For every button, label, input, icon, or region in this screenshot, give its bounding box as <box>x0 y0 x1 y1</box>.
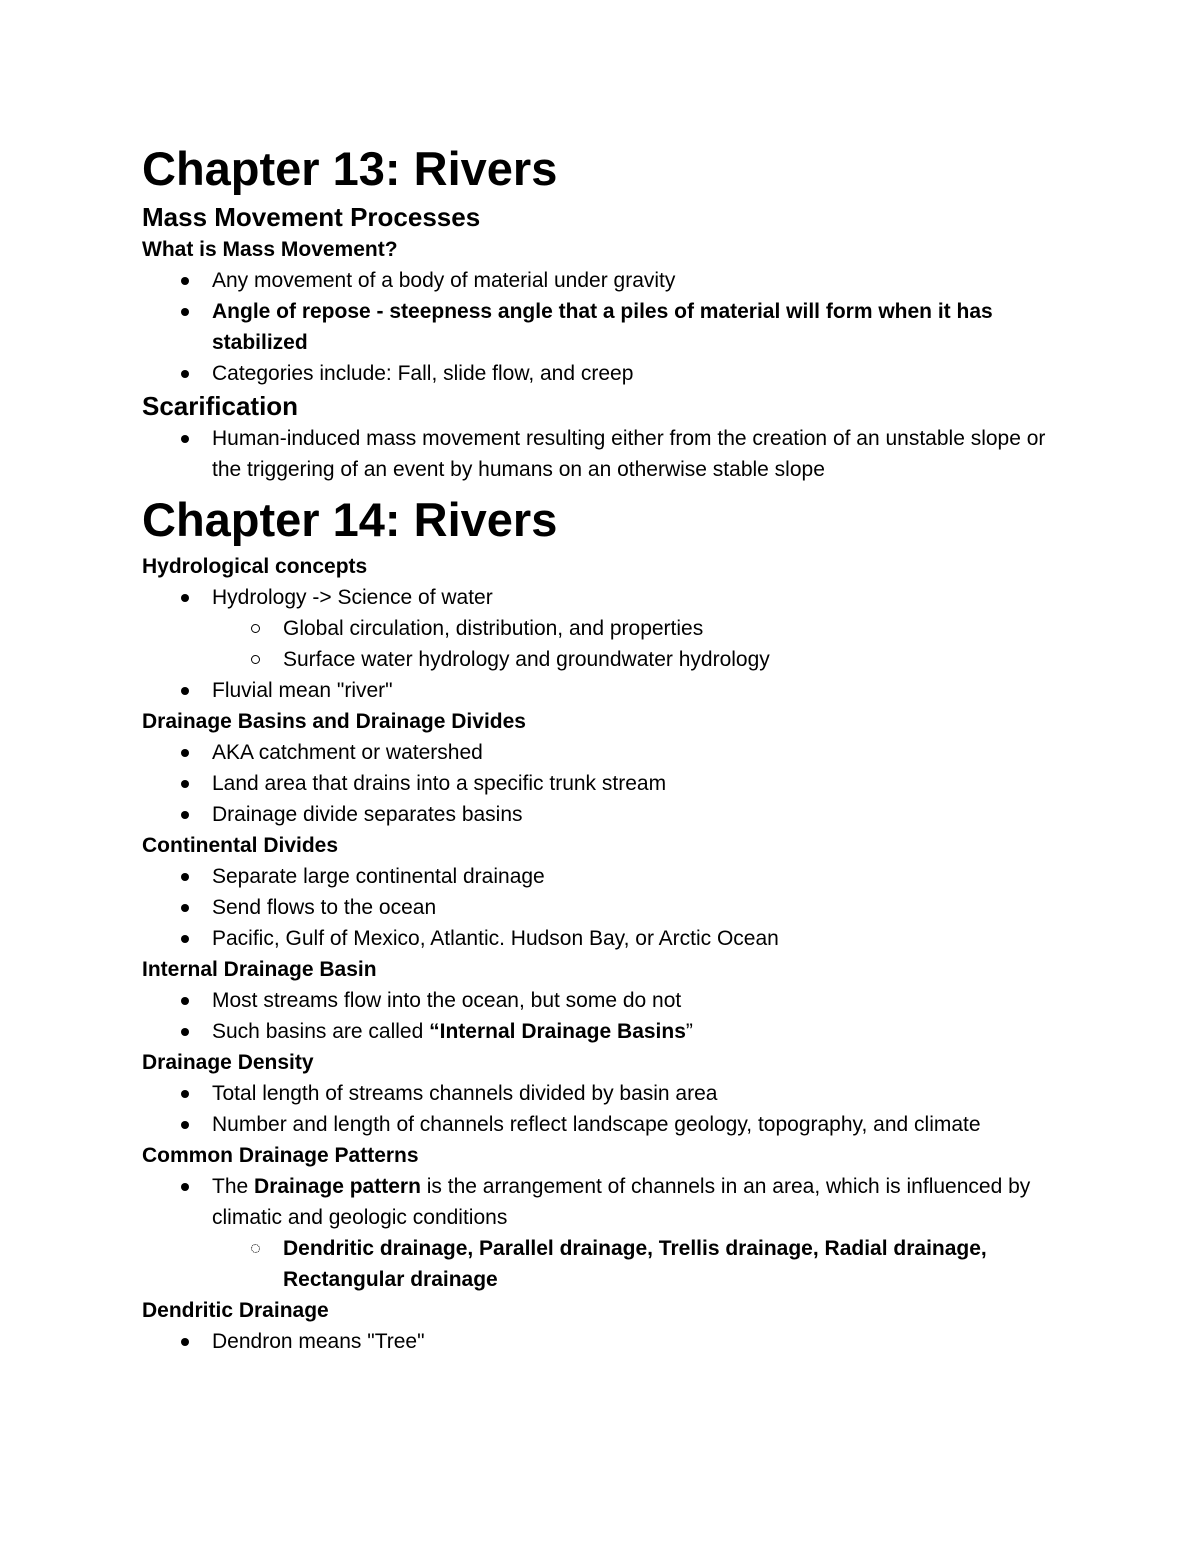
list-item <box>142 1171 1072 1233</box>
hydrological-concepts-heading: Hydrological concepts <box>142 555 368 578</box>
drainage-density-heading: Drainage Density <box>142 1051 314 1074</box>
list-item: Land area that drains into a specific trunk stream <box>142 768 1072 799</box>
chapter-14-title: Chapter 14: Rivers <box>142 493 558 546</box>
list-item: Total length of streams channels divided by basin area <box>142 1078 1072 1109</box>
list-item: Most streams flow into the ocean, but some do not <box>142 985 1072 1016</box>
hydrological-list <box>142 582 1072 706</box>
list-item: Number and length of channels reflect landscape geology, topography, and climate <box>142 1109 1072 1140</box>
sub-list-item: Dendritic drainage, Parallel drainage, Trellis drainage, Radial drainage, Rectangular drainage <box>142 1233 1072 1295</box>
what-is-mass-movement-heading: What is Mass Movement? <box>142 238 398 261</box>
drainage-patterns-heading: Common Drainage Patterns <box>142 1144 419 1167</box>
list-item: AKA catchment or watershed <box>142 737 1072 768</box>
list-item-text: ” <box>685 1020 693 1043</box>
list-item: Send flows to the ocean <box>142 892 1072 923</box>
list-item-text: Such basins are called <box>212 1020 430 1043</box>
chapter-13-title: Chapter 13: Rivers <box>142 142 558 195</box>
list-item-bold-text: “Internal Drainage Basins <box>429 1020 686 1043</box>
drainage-basins-heading: Drainage Basins and Drainage Divides <box>142 710 526 733</box>
drainage-basins-list <box>142 737 1072 830</box>
internal-drainage-heading: Internal Drainage Basin <box>142 958 377 981</box>
list-item-bold-text: Drainage pattern <box>254 1175 421 1198</box>
sub-list-item: Global circulation, distribution, and properties <box>142 613 1072 644</box>
dendritic-drainage-list <box>142 1326 1072 1357</box>
mass-movement-list <box>142 265 1072 389</box>
dendritic-drainage-heading: Dendritic Drainage <box>142 1299 329 1322</box>
list-item-text: is the arrangement of channels in an area, which is influenced by climatic and geologic conditions <box>212 1175 1031 1229</box>
continental-divides-list <box>142 861 1072 954</box>
drainage-density-list <box>142 1078 1072 1140</box>
list-item: Angle of repose - steepness angle that a piles of material will form when it has stabilized <box>142 296 1072 358</box>
mass-movement-heading: Mass Movement Processes <box>142 202 481 232</box>
list-item: Any movement of a body of material under gravity <box>142 265 1072 296</box>
internal-drainage-list <box>142 985 1072 1047</box>
list-item: Categories include: Fall, slide flow, and creep <box>142 358 1072 389</box>
list-item: Pacific, Gulf of Mexico, Atlantic. Hudson Bay, or Arctic Ocean <box>142 923 1072 954</box>
list-item: Dendron means "Tree" <box>142 1326 1072 1357</box>
continental-divides-heading: Continental Divides <box>142 834 339 857</box>
list-item: Hydrology -> Science of water <box>142 582 1072 613</box>
sub-list-item: Surface water hydrology and groundwater hydrology <box>142 644 1072 675</box>
list-item <box>142 1016 1072 1047</box>
drainage-patterns-list <box>142 1171 1072 1295</box>
list-item: Human-induced mass movement resulting either from the creation of an unstable slope or the triggering of an event by humans on an otherwise stable slope <box>142 423 1072 485</box>
list-item: Separate large continental drainage <box>142 861 1072 892</box>
list-item-text: The <box>212 1175 255 1198</box>
scarification-heading: Scarification <box>142 391 299 421</box>
list-item: Fluvial mean "river" <box>142 675 1072 706</box>
list-item: Drainage divide separates basins <box>142 799 1072 830</box>
document-page <box>142 140 1072 1357</box>
scarification-list <box>142 423 1072 485</box>
